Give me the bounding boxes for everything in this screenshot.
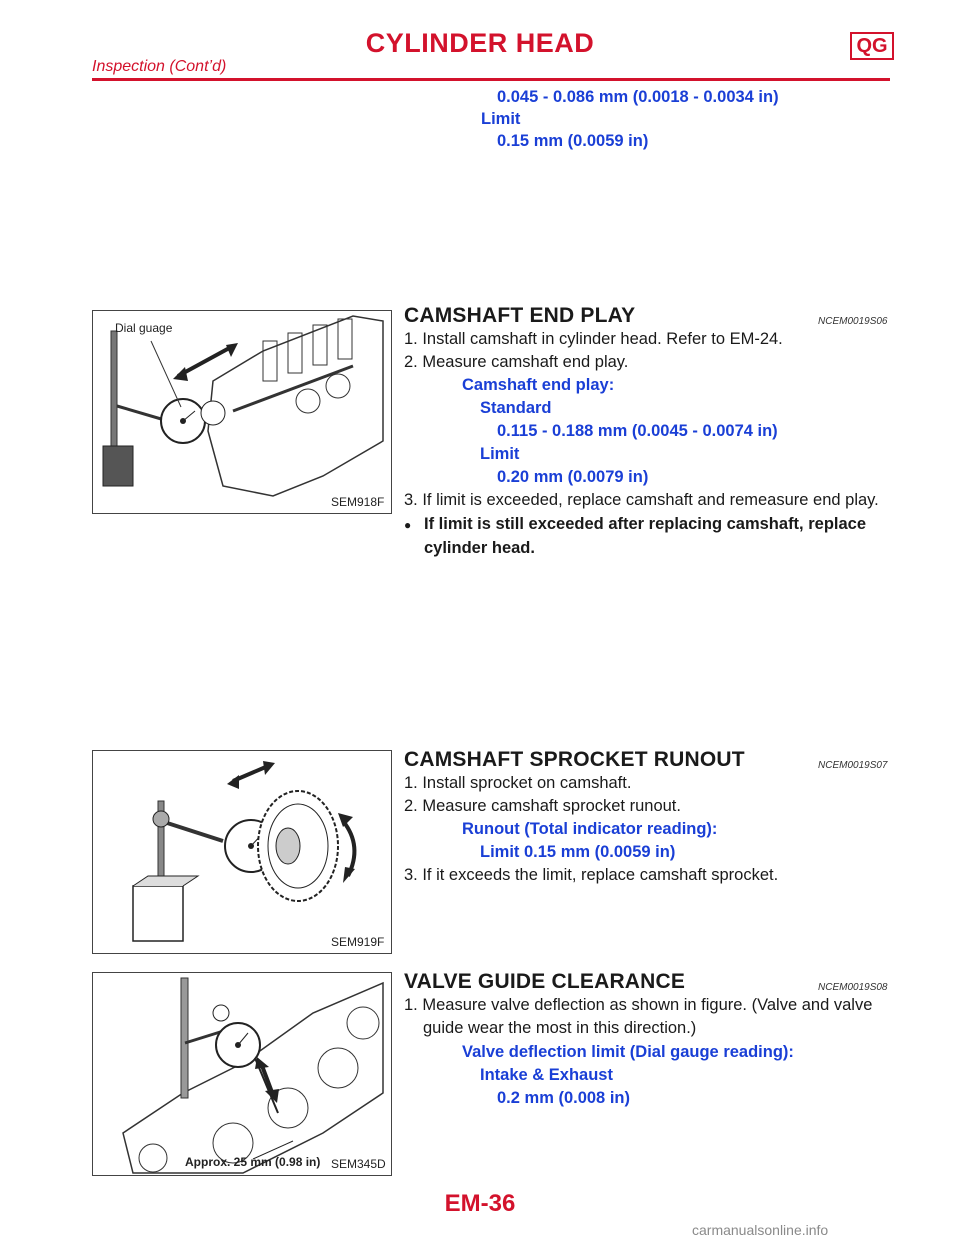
spec-label: Camshaft end play:: [462, 376, 615, 394]
page-number: EM-36: [444, 1190, 516, 1217]
figure-label-approx: Approx. 25 mm (0.98 in): [185, 1155, 321, 1169]
section-code: NCEM0019S08: [818, 982, 888, 993]
spec-label: Valve deflection limit (Dial gauge reading):: [462, 1043, 794, 1061]
figure-code: SEM345D: [331, 1157, 386, 1171]
limit-value: 0.20 mm (0.0079 in): [497, 468, 649, 486]
dial-gauge-illustration: [93, 311, 391, 513]
note-text: If limit is still exceeded after replacing camshaft, replace cylinder head.: [424, 515, 867, 557]
step-1-line-b: guide wear the most in this direction.): [423, 1019, 697, 1037]
top-spec-value: 0.045 - 0.086 mm (0.0018 - 0.0034 in): [497, 88, 779, 106]
deflection-value: 0.2 mm (0.008 in): [497, 1089, 630, 1107]
step-1-line-a: 1. Measure valve deflection as shown in figure. (Valve and valve: [404, 996, 873, 1014]
figure-code: SEM918F: [331, 495, 385, 509]
top-spec-limit-value: 0.15 mm (0.0059 in): [497, 132, 649, 150]
standard-value: 0.115 - 0.188 mm (0.0045 - 0.0074 in): [497, 422, 778, 440]
spec-label: Runout (Total indicator reading):: [462, 820, 718, 838]
valve-deflection-illustration: [93, 973, 391, 1175]
engine-badge: QG: [850, 32, 894, 60]
section-code: NCEM0019S06: [818, 316, 888, 327]
step-1: 1. Install sprocket on camshaft.: [404, 774, 632, 792]
limit-label: Limit: [480, 445, 520, 463]
figure-camshaft-end-play: [92, 310, 392, 514]
section-title-camshaft-end-play: CAMSHAFT END PLAY: [404, 304, 636, 327]
limit-value: Limit 0.15 mm (0.0059 in): [480, 843, 676, 861]
header-rule: [92, 78, 890, 81]
page-title: CYLINDER HEAD: [365, 28, 595, 58]
figure-code: SEM919F: [331, 935, 385, 949]
section-code: NCEM0019S07: [818, 760, 888, 771]
section-title-valve-guide: VALVE GUIDE CLEARANCE: [404, 970, 686, 993]
step-2: 2. Measure camshaft sprocket runout.: [404, 797, 681, 815]
figure-label-dial-guage: Dial guage: [115, 321, 173, 335]
step-3: 3. If it exceeds the limit, replace camshaft sprocket.: [404, 866, 779, 884]
figure-sprocket-runout: [92, 750, 392, 954]
section-title-sprocket-runout: CAMSHAFT SPROCKET RUNOUT: [404, 748, 745, 771]
intake-exhaust-label: Intake & Exhaust: [480, 1066, 613, 1084]
step-1: 1. Install camshaft in cylinder head. Refer to EM-24.: [404, 330, 783, 348]
step-3: 3. If limit is exceeded, replace camshaft and remeasure end play.: [404, 491, 879, 509]
top-spec-limit-label: Limit: [481, 110, 521, 128]
standard-label: Standard: [480, 399, 552, 417]
figure-valve-guide: [92, 972, 392, 1176]
step-2: 2. Measure camshaft end play.: [404, 353, 629, 371]
bullet-icon: ●: [404, 518, 412, 532]
page-subtitle: Inspection (Cont’d): [92, 58, 227, 75]
watermark: carmanualsonline.info: [692, 1222, 829, 1238]
sprocket-dial-illustration: [93, 751, 391, 953]
